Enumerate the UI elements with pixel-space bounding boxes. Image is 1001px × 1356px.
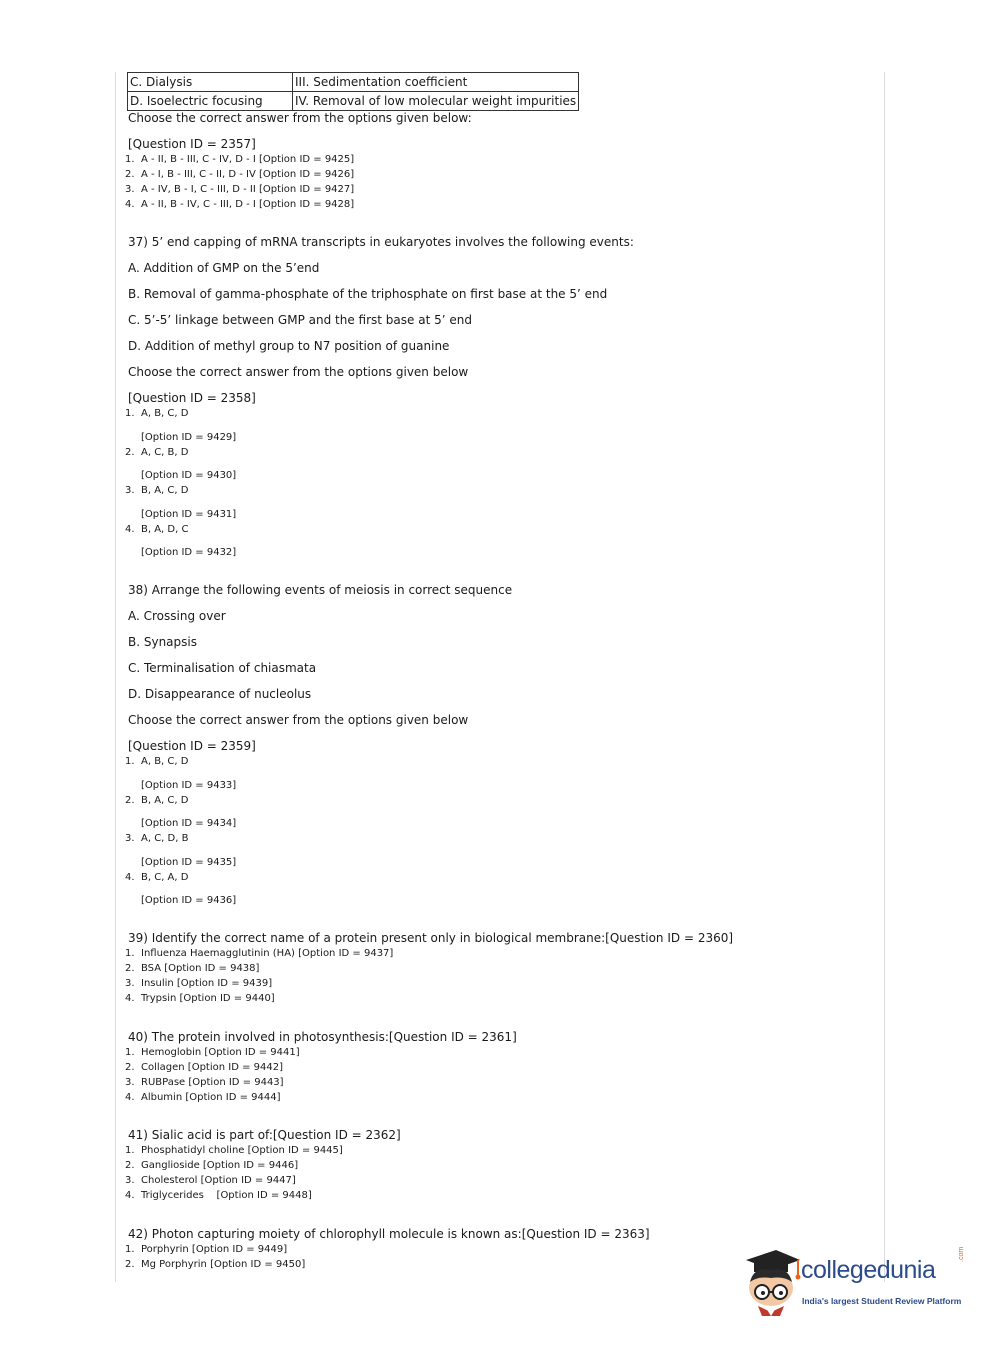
option-item xyxy=(125,1244,287,1255)
option-item xyxy=(125,1190,312,1201)
option-number: 2. xyxy=(125,963,135,974)
option-number: 3. xyxy=(125,1077,135,1088)
question-title: 41) Sialic acid is part of:[Question ID = 2362] xyxy=(128,1128,401,1142)
statement: C. 5’-5’ linkage between GMP and the first base at 5’ end xyxy=(128,313,472,327)
option-text: B, A, C, D xyxy=(141,795,189,806)
option-number: 1. xyxy=(125,1145,135,1156)
option-id: [Option ID = 9433] xyxy=(141,780,237,791)
mascot-icon xyxy=(740,1248,802,1318)
option-number: 1. xyxy=(125,1047,135,1058)
option-item xyxy=(125,963,259,974)
right-margin-line xyxy=(884,72,885,1282)
option-id: [Option ID = 9431] xyxy=(141,509,237,520)
brand-name: collegedunia xyxy=(801,1256,936,1284)
choose-instruction: Choose the correct answer from the options given below xyxy=(128,365,469,379)
option-number: 3. xyxy=(125,1175,135,1186)
option-text: A, B, C, D xyxy=(141,756,189,767)
option-item xyxy=(125,978,272,989)
option-text: BSA [Option ID = 9438] xyxy=(141,963,260,974)
choose-instruction: Choose the correct answer from the options given below xyxy=(128,713,469,727)
question-id: [Question ID = 2358] xyxy=(128,391,256,405)
option-item xyxy=(125,1092,281,1103)
option-id: [Option ID = 9435] xyxy=(141,857,237,868)
option-text: Influenza Haemagglutinin (HA) [Option ID = 9437] xyxy=(141,948,394,959)
option-number: 2. xyxy=(125,1062,135,1073)
option-number: 3. xyxy=(125,833,135,844)
option-item xyxy=(125,154,354,165)
option-text: Hemoglobin [Option ID = 9441] xyxy=(141,1047,300,1058)
option-text: Phosphatidyl choline [Option ID = 9445] xyxy=(141,1145,343,1156)
option-number: 2. xyxy=(125,1160,135,1171)
option-id: [Option ID = 9436] xyxy=(141,895,237,906)
brand-suffix: .com xyxy=(958,1246,965,1262)
table-row xyxy=(128,73,579,92)
option-text: Ganglioside [Option ID = 9446] xyxy=(141,1160,299,1171)
option-item xyxy=(125,184,354,195)
table-cell: IV. Removal of low molecular weight impurities xyxy=(293,92,579,111)
option-number: 1. xyxy=(125,408,135,419)
option-number: 1. xyxy=(125,948,135,959)
left-margin-line xyxy=(115,72,116,1282)
option-id: [Option ID = 9432] xyxy=(141,547,237,558)
match-table xyxy=(127,72,579,111)
option-number: 3. xyxy=(125,184,135,195)
option-text: Collagen [Option ID = 9442] xyxy=(141,1062,283,1073)
option-number: 4. xyxy=(125,1190,135,1201)
option-item xyxy=(125,1175,296,1186)
option-item xyxy=(125,1077,284,1088)
option-number: 4. xyxy=(125,993,135,1004)
option-item xyxy=(125,1145,343,1156)
table-cell: D. Isoelectric focusing xyxy=(128,92,293,111)
table-cell: C. Dialysis xyxy=(128,73,293,92)
statement: C. Terminalisation of chiasmata xyxy=(128,661,317,675)
option-number: 2. xyxy=(125,447,135,458)
option-text: Albumin [Option ID = 9444] xyxy=(141,1092,281,1103)
option-item xyxy=(125,948,393,959)
option-text: A, B, C, D xyxy=(141,408,189,419)
option-text: Cholesterol [Option ID = 9447] xyxy=(141,1175,296,1186)
option-text: A - I, B - III, C - II, D - IV [Option ID = 9426] xyxy=(141,169,355,180)
choose-instruction: Choose the correct answer from the options given below: xyxy=(128,111,472,125)
option-item xyxy=(125,485,188,496)
option-text: B, A, C, D xyxy=(141,485,189,496)
option-item xyxy=(125,993,275,1004)
option-text: A, C, B, D xyxy=(141,447,189,458)
question-title: 42) Photon capturing moiety of chlorophyll molecule is known as:[Question ID = 2363] xyxy=(128,1227,650,1241)
option-number: 1. xyxy=(125,154,135,165)
option-id: [Option ID = 9434] xyxy=(141,818,237,829)
brand-tagline: India's largest Student Review Platform xyxy=(802,1296,962,1306)
collegedunia-logo[interactable] xyxy=(740,1248,970,1318)
question-title: 39) Identify the correct name of a protein present only in biological membrane:[Question ID = 2360] xyxy=(128,931,734,945)
statement: B. Synapsis xyxy=(128,635,197,649)
question-id: [Question ID = 2357] xyxy=(128,137,256,151)
option-item xyxy=(125,1062,283,1073)
question-title: 38) Arrange the following events of meiosis in correct sequence xyxy=(128,583,513,597)
option-number: 4. xyxy=(125,199,135,210)
option-text: A, C, D, B xyxy=(141,833,189,844)
option-number: 4. xyxy=(125,872,135,883)
table-row xyxy=(128,92,579,111)
option-number: 4. xyxy=(125,524,135,535)
statement: D. Addition of methyl group to N7 position of guanine xyxy=(128,339,450,353)
option-item xyxy=(125,833,188,844)
option-text: A - II, B - III, C - IV, D - I [Option ID = 9425] xyxy=(141,154,355,165)
table-cell: III. Sedimentation coefficient xyxy=(293,73,579,92)
statement: A. Crossing over xyxy=(128,609,226,623)
option-item xyxy=(125,756,188,767)
option-number: 3. xyxy=(125,485,135,496)
option-text: B, A, D, C xyxy=(141,524,189,535)
question-title: 40) The protein involved in photosynthesis:[Question ID = 2361] xyxy=(128,1030,517,1044)
option-text: Porphyrin [Option ID = 9449] xyxy=(141,1244,288,1255)
option-item xyxy=(125,1047,300,1058)
option-text: Trypsin [Option ID = 9440] xyxy=(141,993,275,1004)
option-text: Mg Porphyrin [Option ID = 9450] xyxy=(141,1259,306,1270)
option-text: Insulin [Option ID = 9439] xyxy=(141,978,273,989)
option-text: B, C, A, D xyxy=(141,872,189,883)
option-id: [Option ID = 9429] xyxy=(141,432,237,443)
option-item xyxy=(125,408,188,419)
option-number: 2. xyxy=(125,169,135,180)
statement: D. Disappearance of nucleolus xyxy=(128,687,312,701)
option-number: 1. xyxy=(125,1244,135,1255)
option-item xyxy=(125,169,354,180)
statement: A. Addition of GMP on the 5’end xyxy=(128,261,320,275)
question-title: 37) 5’ end capping of mRNA transcripts in eukaryotes involves the following events: xyxy=(128,235,634,249)
option-text: Triglycerides [Option ID = 9448] xyxy=(141,1190,312,1201)
option-item xyxy=(125,1160,298,1171)
option-item xyxy=(125,199,354,210)
option-number: 4. xyxy=(125,1092,135,1103)
statement: B. Removal of gamma-phosphate of the triphosphate on first base at the 5’ end xyxy=(128,287,608,301)
option-item xyxy=(125,447,188,458)
option-text: A - II, B - IV, C - III, D - I [Option ID = 9428] xyxy=(141,199,355,210)
option-id: [Option ID = 9430] xyxy=(141,470,237,481)
question-id: [Question ID = 2359] xyxy=(128,739,256,753)
option-item xyxy=(125,795,188,806)
option-text: RUBPase [Option ID = 9443] xyxy=(141,1077,284,1088)
option-item xyxy=(125,524,188,535)
option-number: 2. xyxy=(125,795,135,806)
option-number: 1. xyxy=(125,756,135,767)
option-number: 3. xyxy=(125,978,135,989)
option-text: A - IV, B - I, C - III, D - II [Option ID = 9427] xyxy=(141,184,355,195)
option-item xyxy=(125,872,188,883)
option-item xyxy=(125,1259,305,1270)
option-number: 2. xyxy=(125,1259,135,1270)
